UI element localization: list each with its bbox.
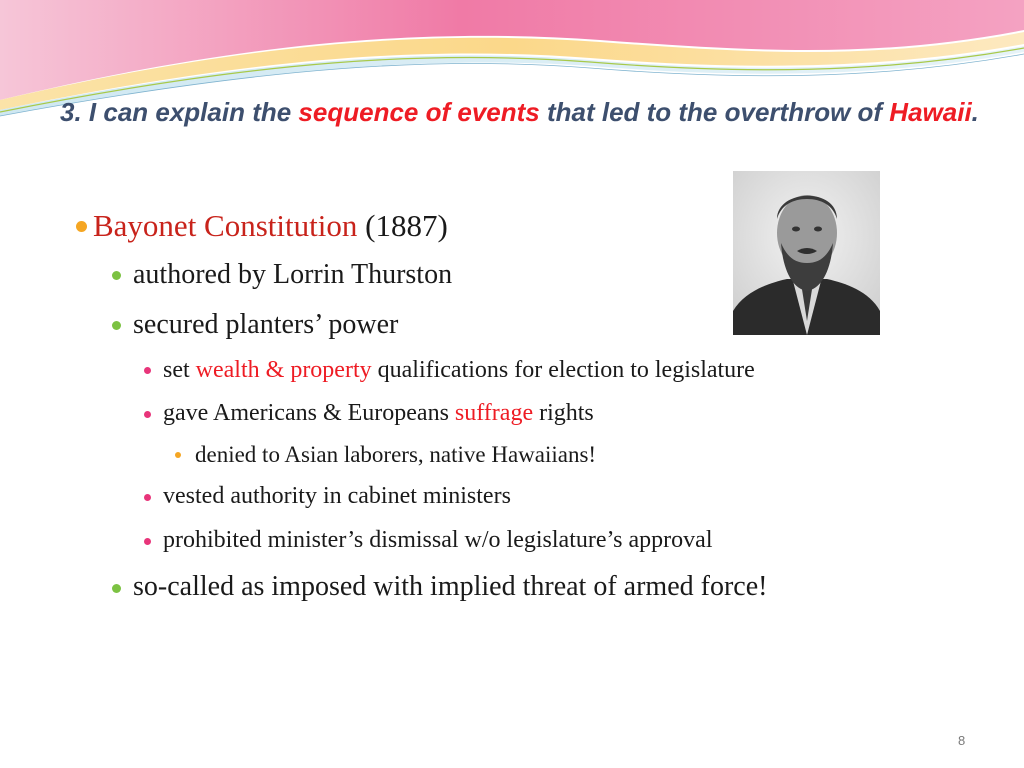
bayonet-constitution-year: (1887) <box>357 208 448 243</box>
wealth-property-post: qualifications for election to legislature <box>371 357 755 383</box>
bullet-bayonet-constitution <box>93 206 448 246</box>
bullet-wealth-property <box>163 355 755 385</box>
suffrage-highlight: suffrage <box>454 400 534 426</box>
bullet-secured-power: secured planters’ power <box>133 309 399 340</box>
bullet-so-called: so-called as imposed with implied threat of armed force! <box>133 571 768 602</box>
bullet-suffrage <box>163 398 594 428</box>
bullet-denied: denied to Asian laborers, native Hawaiians! <box>195 442 597 467</box>
wealth-property-pre: set <box>163 357 196 383</box>
bullet-prohibited: prohibited minister’s dismissal w/o legislature’s approval <box>163 527 713 553</box>
bullet-dot-pink <box>144 411 151 418</box>
title-highlight-sequence: sequence of events <box>298 97 540 127</box>
bullet-dot-green <box>112 584 121 593</box>
suffrage-pre: gave Americans & Europeans <box>163 400 455 426</box>
lorrin-thurston-portrait <box>733 171 880 335</box>
title-highlight-hawaii: Hawaii <box>889 97 972 127</box>
title-text-1: 3. I can explain the <box>60 97 299 127</box>
bullet-dot-pink <box>144 538 151 545</box>
bayonet-constitution-label: Bayonet Constitution <box>93 208 358 243</box>
bullet-dot-green <box>112 271 121 280</box>
title-text-2: that led to the overthrow of <box>539 97 890 127</box>
bullet-dot-pink <box>144 367 151 374</box>
page-number: 8 <box>958 733 966 748</box>
bullet-dot-yellow <box>175 452 181 458</box>
bullet-authored-by: authored by Lorrin Thurston <box>133 259 453 290</box>
bullet-dot-green <box>112 321 121 330</box>
bullet-dot-orange <box>76 221 87 232</box>
bullet-dot-pink <box>144 494 151 501</box>
title-text-3: . <box>971 97 979 127</box>
bullet-vested-authority: vested authority in cabinet ministers <box>163 483 511 509</box>
slide-title <box>60 94 980 130</box>
wealth-property-highlight: wealth & property <box>195 357 372 383</box>
suffrage-post: rights <box>533 400 594 426</box>
